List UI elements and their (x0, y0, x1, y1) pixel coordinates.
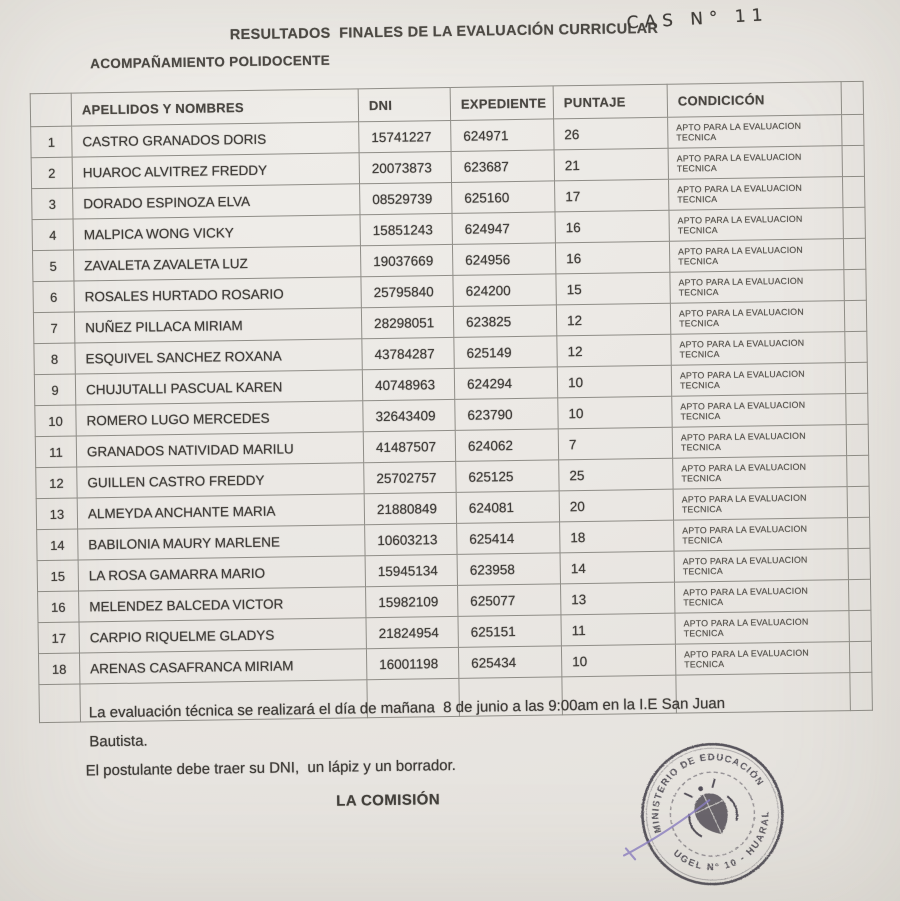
cell-dni: 19037669 (360, 244, 452, 276)
document-subtitle: ACOMPAÑAMIENTO POLIDOCENTE (90, 52, 331, 72)
cell-row-number: 1 (31, 126, 72, 158)
cell-expediente: 624956 (452, 243, 555, 276)
cell-row-number: 2 (31, 157, 72, 189)
cell-row-number: 9 (34, 374, 75, 406)
cell-expediente: 625149 (454, 336, 557, 369)
cell-condicion: APTO PARA LA EVALUACION TECNICA (670, 301, 844, 335)
pen-signature-mark (623, 800, 710, 859)
cell-name: CASTRO GRANADOS DORIS (72, 122, 359, 157)
cell-expediente: 625077 (458, 584, 561, 617)
cell-expediente: 625125 (456, 460, 559, 493)
cell-puntaje: 13 (560, 582, 674, 615)
cell-condicion: APTO PARA LA EVALUACION TECNICA (673, 487, 847, 521)
cell-name: MELENDEZ BALCEDA VICTOR (79, 587, 366, 622)
cell-puntaje: 10 (557, 365, 671, 398)
cell-row-number: 12 (36, 467, 77, 499)
cell-condicion: APTO PARA LA EVALUACION TECNICA (674, 580, 848, 614)
cell-condicion: APTO PARA LA EVALUACION TECNICA (668, 115, 842, 149)
cell-expediente: 623687 (451, 150, 554, 183)
cell-name: CARPIO RIQUELME GLADYS (79, 618, 366, 653)
cell-condicion: APTO PARA LA EVALUACION TECNICA (672, 425, 846, 459)
cell-expediente: 625434 (458, 646, 561, 679)
cell-puntaje: 11 (561, 613, 675, 646)
cell-condicion: APTO PARA LA EVALUACION TECNICA (675, 611, 849, 645)
cell-puntaje: 21 (554, 148, 668, 181)
cell-extra (848, 517, 870, 548)
cell-condicion: APTO PARA LA EVALUACION TECNICA (669, 239, 843, 273)
cell-condicion: APTO PARA LA EVALUACION TECNICA (670, 270, 844, 304)
cell-extra (847, 486, 869, 517)
handwritten-cas-number: CAS N° 11 (626, 5, 770, 34)
cell-condicion: APTO PARA LA EVALUACION TECNICA (673, 456, 847, 490)
cell-expediente: 625414 (457, 522, 560, 555)
cell-condicion: APTO PARA LA EVALUACION TECNICA (668, 146, 842, 180)
cell-dni: 20073873 (359, 151, 451, 183)
col-header-puntaje: PUNTAJE (553, 84, 667, 119)
cell-name: LA ROSA GAMARRA MARIO (78, 556, 365, 591)
cell-name: CHUJUTALLI PASCUAL KAREN (75, 370, 362, 405)
stamp-arc-top-text: MINISTERIO DE EDUCACIÓN (650, 752, 766, 835)
cell-puntaje: 10 (558, 396, 672, 429)
cell-extra (842, 176, 864, 207)
cell-expediente: 623825 (453, 305, 556, 338)
cell-extra (848, 548, 870, 579)
cell-row-number: 18 (38, 653, 79, 685)
cell-extra (842, 114, 864, 145)
cell-row-number: 8 (34, 343, 75, 375)
cell-name: ROSALES HURTADO ROSARIO (74, 277, 361, 312)
results-table-body (31, 114, 872, 684)
cell-expediente: 623790 (455, 398, 558, 431)
cell-puntaje: 16 (555, 210, 669, 243)
cell-dni: 16001198 (366, 647, 458, 679)
cell-name: HUAROC ALVITREZ FREDDY (72, 153, 359, 188)
cell-puntaje: 7 (558, 427, 672, 460)
col-header-dni: DNI (358, 87, 450, 121)
cell-dni: 15741227 (359, 120, 451, 152)
cell-puntaje: 12 (556, 303, 670, 336)
cell-condicion: APTO PARA LA EVALUACION TECNICA (675, 642, 849, 676)
cell-row-number: 4 (32, 219, 73, 251)
cell-dni: 25702757 (364, 461, 456, 493)
cell-condicion: APTO PARA LA EVALUACION TECNICA (669, 177, 843, 211)
cell-expediente: 623958 (457, 553, 560, 586)
cell-dni: 08529739 (360, 182, 452, 214)
cell-condicion: APTO PARA LA EVALUACION TECNICA (672, 394, 846, 428)
ministry-stamp (616, 731, 808, 899)
cell-row-number: 5 (32, 250, 73, 282)
cell-row-number: 13 (36, 498, 77, 530)
cell-name: ROMERO LUGO MERCEDES (76, 401, 363, 436)
cell-row-number: 10 (35, 405, 76, 437)
stamp-arc-bottom-text: UGEL N° 10 - HUARAL (670, 809, 772, 874)
col-header-number (30, 93, 71, 127)
cell-row-number: 16 (38, 591, 79, 623)
document-title: RESULTADOS FINALES DE LA EVALUACIÓN CURRICULAR (229, 20, 659, 44)
col-header-expediente: EXPEDIENTE (450, 86, 553, 121)
cell-extra (847, 455, 869, 486)
cell-dni: 10603213 (365, 523, 457, 555)
commission-signoff: LA COMISIÓN (336, 791, 441, 810)
cell-expediente: 624971 (451, 119, 554, 152)
cell-dni: 15851243 (360, 213, 452, 245)
stamp-coat-of-arms (678, 776, 744, 844)
cell-name: ALMEYDA ANCHANTE MARIA (77, 494, 364, 529)
footer-instruction: El postulante debe traer su DNI, un lápiz y un borrador. (85, 756, 457, 780)
cell-extra (844, 300, 866, 331)
cell-name: BABILONIA MAURY MARLENE (78, 525, 365, 560)
cell-dni: 21824954 (366, 616, 458, 648)
cell-dni: 15982109 (366, 585, 458, 617)
cell-extra (843, 238, 865, 269)
cell-puntaje: 25 (559, 458, 673, 491)
cell-expediente: 624062 (455, 429, 558, 462)
cell-expediente: 625160 (452, 181, 555, 214)
cell-puntaje: 16 (555, 241, 669, 274)
cell-condicion: APTO PARA LA EVALUACION TECNICA (674, 549, 848, 583)
cell-row-number: 11 (35, 436, 76, 468)
cell-expediente: 624294 (454, 367, 557, 400)
cell-name: NUÑEZ PILLACA MIRIAM (74, 308, 361, 343)
cell-extra (846, 424, 868, 455)
cell-puntaje: 20 (559, 489, 673, 522)
cell-dni: 15945134 (365, 554, 457, 586)
col-header-condicion: CONDICICÓN (667, 82, 841, 118)
cell-condicion: APTO PARA LA EVALUACION TECNICA (671, 363, 845, 397)
cell-expediente: 624200 (453, 274, 556, 307)
cell-dni: 21880849 (364, 492, 456, 524)
cell-dni: 43784287 (362, 337, 454, 369)
cell-extra (849, 610, 871, 641)
col-header-extra (841, 81, 863, 114)
cell-row-number: 15 (37, 560, 78, 592)
cell-puntaje: 26 (554, 117, 668, 150)
cell-expediente: 624947 (452, 212, 555, 245)
cell-name: GUILLEN CASTRO FREDDY (77, 463, 364, 498)
col-header-names: APELLIDOS Y NOMBRES (71, 89, 358, 126)
cell-name: ZAVALETA ZAVALETA LUZ (73, 246, 360, 281)
cell-dni: 28298051 (361, 306, 453, 338)
cell-dni: 41487507 (363, 430, 455, 462)
cell-condicion: APTO PARA LA EVALUACION TECNICA (674, 518, 848, 552)
cell-name: MALPICA WONG VICKY (73, 215, 360, 250)
cell-row-number: 14 (37, 529, 78, 561)
cell-condicion: APTO PARA LA EVALUACION TECNICA (671, 332, 845, 366)
cell-extra (849, 641, 871, 672)
cell-name: GRANADOS NATIVIDAD MARILU (76, 432, 363, 467)
cell-name: DORADO ESPINOZA ELVA (73, 184, 360, 219)
cell-extra (845, 362, 867, 393)
cell-dni: 40748963 (362, 368, 454, 400)
cell-expediente: 624081 (456, 491, 559, 524)
cell-row-number: 6 (33, 281, 74, 313)
cell-name: ESQUIVEL SANCHEZ ROXANA (75, 339, 362, 374)
cell-extra (848, 579, 870, 610)
cell-row-number: 3 (32, 188, 73, 220)
cell-puntaje: 18 (560, 520, 674, 553)
cell-row-number: 17 (38, 622, 79, 654)
cell-puntaje: 12 (557, 334, 671, 367)
cell-extra (845, 331, 867, 362)
cell-puntaje: 14 (560, 551, 674, 584)
cell-dni: 32643409 (363, 399, 455, 431)
footer-note-line2: Bautista. (89, 732, 148, 751)
cell-puntaje: 17 (555, 179, 669, 212)
cell-name: ARENAS CASAFRANCA MIRIAM (79, 649, 366, 684)
cell-extra (846, 393, 868, 424)
footer-note-line1: La evaluación técnica se realizará el día de mañana 8 de junio a las 9:00am en la I.E San Juan (88, 694, 726, 722)
cell-extra (843, 207, 865, 238)
cell-puntaje: 15 (556, 272, 670, 305)
cell-row-number: 7 (33, 312, 74, 344)
cell-puntaje: 10 (561, 644, 675, 677)
results-table (30, 81, 873, 723)
cell-expediente: 625151 (458, 615, 561, 648)
cell-extra (842, 145, 864, 176)
cell-condicion: APTO PARA LA EVALUACION TECNICA (669, 208, 843, 242)
cell-dni: 25795840 (361, 275, 453, 307)
cell-extra (844, 269, 866, 300)
